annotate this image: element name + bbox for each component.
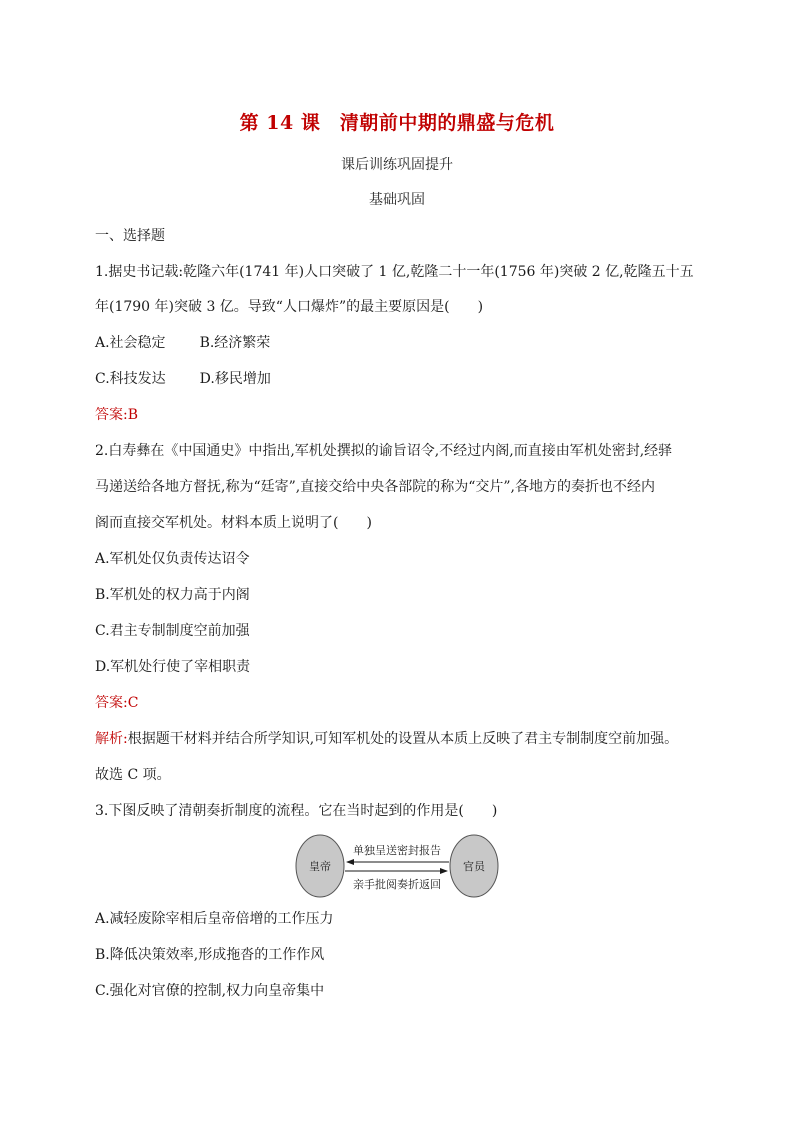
subtitle-basic: 基础巩固 — [369, 192, 425, 208]
q1-stem-line1: 1.据史书记载:乾隆六年(1741 年)人口突破了 1 亿,乾隆二十一年(1756 年)突破 2 亿,乾隆五十五 — [95, 264, 694, 280]
q1-option-b: B.经济繁荣 — [199, 335, 271, 351]
subtitle-training: 课后训练巩固提升 — [341, 157, 453, 173]
q1-option-a: A.社会稳定 — [95, 335, 166, 351]
q2-stem-line3: 阁而直接交军机处。材料本质上说明了( ) — [95, 515, 372, 531]
q1-option-d: D.移民增加 — [199, 371, 271, 387]
q1-options-row1 — [95, 333, 705, 353]
emperor-label: 皇帝 — [309, 860, 331, 873]
q1-options-row2 — [95, 369, 705, 389]
q2-stem-line1: 2.白寿彝在《中国通史》中指出,军机处撰拟的谕旨诏令,不经过内阁,而直接由军机处密封,经驿 — [95, 443, 673, 459]
q2-analysis — [95, 729, 705, 749]
q2-option-c: C.君主专制制度空前加强 — [95, 623, 250, 639]
q1-option-c: C.科技发达 — [95, 371, 166, 387]
q3-option-c: C.强化对官僚的控制,权力向皇帝集中 — [95, 983, 325, 999]
q2-option-a: A.军机处仅负责传达诏令 — [95, 551, 250, 567]
q2-stem-line2: 马递送给各地方督抚,称为“廷寄”,直接交给中央各部院的称为“交片”,各地方的奏折也不经内 — [95, 479, 655, 495]
official-label: 官员 — [463, 860, 485, 873]
q2-answer: 答案:C — [95, 695, 139, 711]
q3-option-b: B.降低决策效率,形成拖沓的工作作风 — [95, 947, 325, 963]
top-arrow-label: 单独呈送密封报告 — [353, 844, 441, 857]
q1-stem-line2: 年(1790 年)突破 3 亿。导致“人口爆炸”的最主要原因是( ) — [95, 299, 484, 315]
bottom-arrow-label: 亲手批阅奏折返回 — [353, 878, 441, 891]
q3-stem: 3.下图反映了清朝奏折制度的流程。它在当时起到的作用是( ) — [95, 803, 498, 819]
q3-option-a: A.减轻废除宰相后皇帝倍增的工作压力 — [95, 911, 334, 927]
lesson-title: 第 14 课 清朝前中期的鼎盛与危机 — [239, 112, 555, 134]
q2-analysis-line2: 故选 C 项。 — [95, 767, 171, 783]
q2-option-b: B.军机处的权力高于内阁 — [95, 587, 250, 603]
q1-answer: 答案:B — [95, 407, 139, 423]
q2-option-d: D.军机处行使了宰相职责 — [95, 659, 251, 675]
section-heading: 一、选择题 — [95, 228, 165, 244]
q2-analysis-text: 根据题干材料并结合所学知识,可知军机处的设置从本质上反映了君主专制制度空前加强。 — [127, 731, 679, 747]
memorial-flow-diagram — [294, 832, 500, 900]
q2-analysis-label: 解析: — [95, 731, 128, 747]
